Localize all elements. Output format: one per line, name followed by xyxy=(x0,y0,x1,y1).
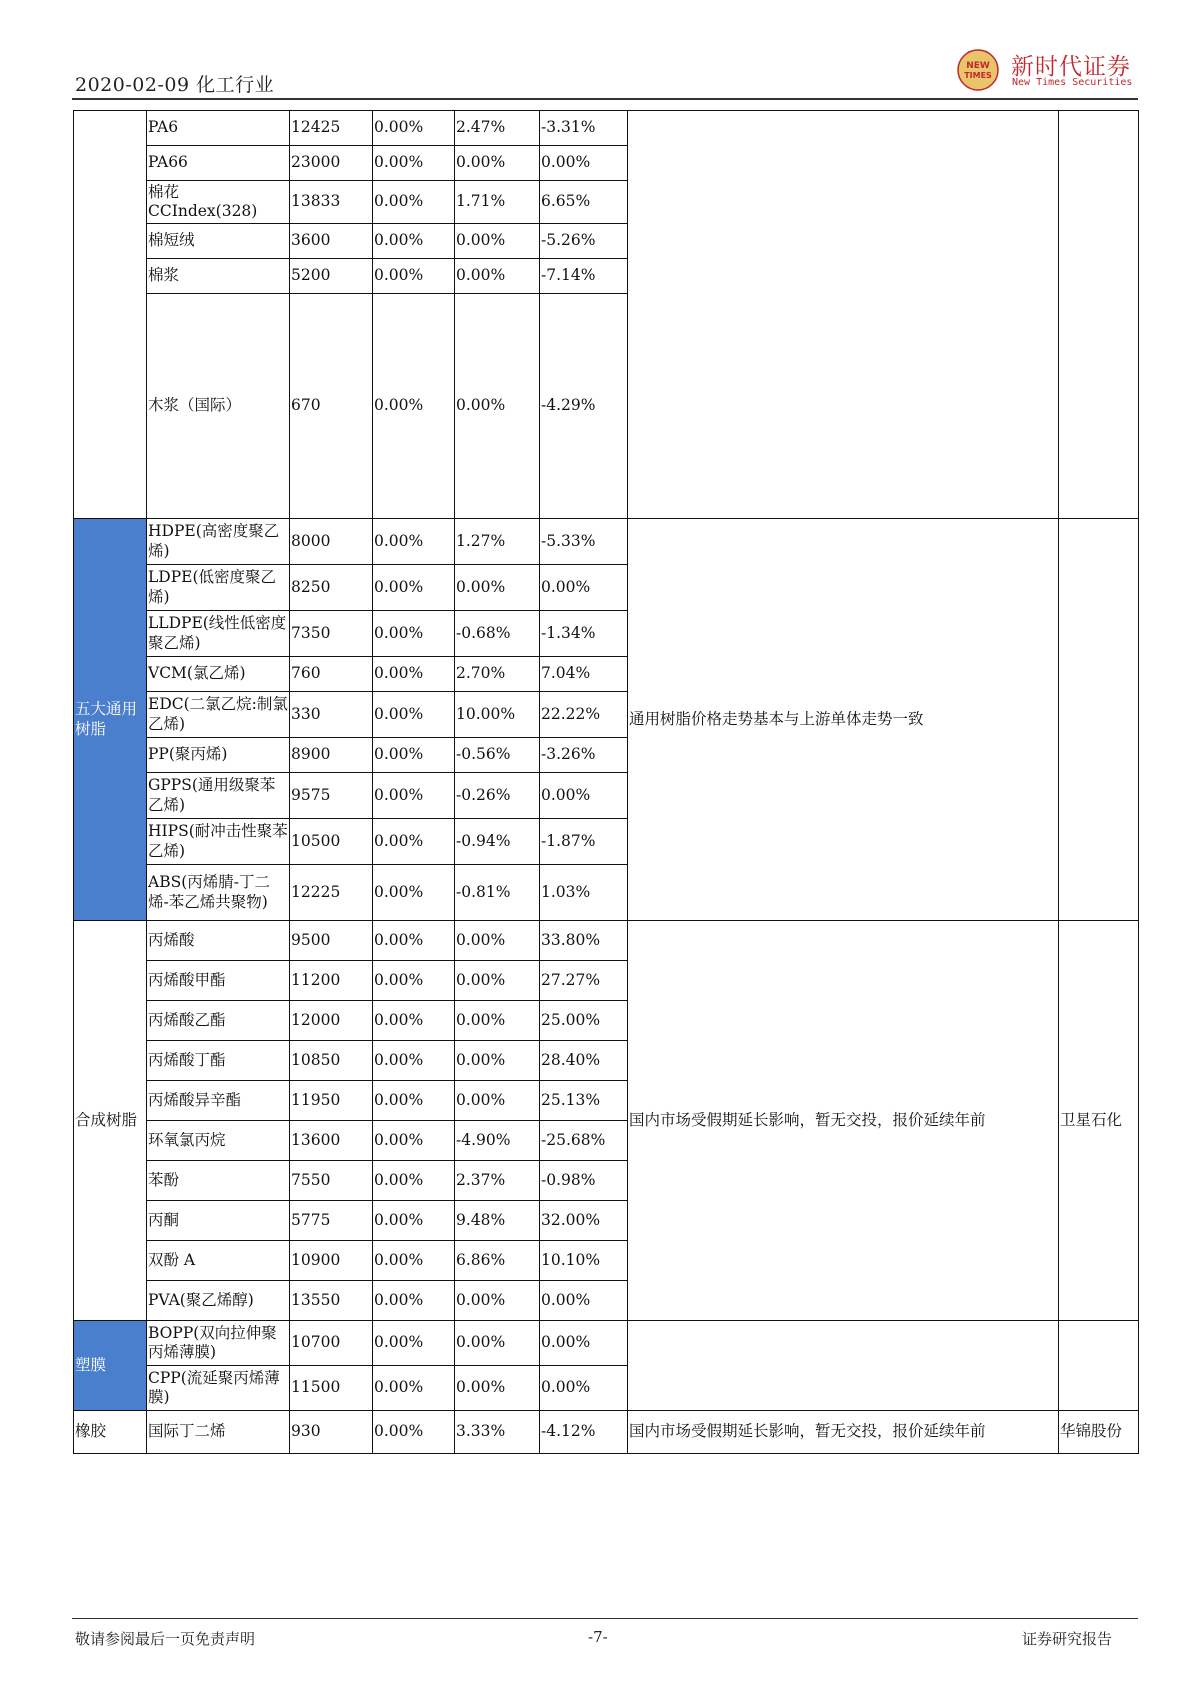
header-rule xyxy=(72,98,1138,100)
price-cell: 9575 xyxy=(290,773,373,819)
change-year-cell: -5.33% xyxy=(540,519,628,565)
product-name-cell: 丙酮 xyxy=(147,1201,290,1241)
change-month-cell: -0.56% xyxy=(455,738,540,773)
change-year-cell: 6.65% xyxy=(540,181,628,224)
change-month-cell: 0.00% xyxy=(455,921,540,961)
price-cell: 12225 xyxy=(290,865,373,921)
change-year-cell: -0.98% xyxy=(540,1161,628,1201)
change-year-cell: 25.00% xyxy=(540,1001,628,1041)
price-cell: 13550 xyxy=(290,1281,373,1321)
change-week-cell: 0.00% xyxy=(373,1281,455,1321)
change-year-cell: -4.12% xyxy=(540,1411,628,1454)
change-year-cell: -1.34% xyxy=(540,611,628,657)
price-cell: 7550 xyxy=(290,1161,373,1201)
change-year-cell: 22.22% xyxy=(540,692,628,738)
price-cell: 11950 xyxy=(290,1081,373,1121)
change-month-cell: -0.94% xyxy=(455,819,540,865)
price-cell: 10900 xyxy=(290,1241,373,1281)
price-cell: 12425 xyxy=(290,111,373,146)
change-month-cell: -0.26% xyxy=(455,773,540,819)
change-week-cell: 0.00% xyxy=(373,111,455,146)
change-year-cell: 0.00% xyxy=(540,773,628,819)
price-cell: 10850 xyxy=(290,1041,373,1081)
price-cell: 9500 xyxy=(290,921,373,961)
change-year-cell: 7.04% xyxy=(540,657,628,692)
table-row xyxy=(74,1411,1139,1454)
svg-text:NEW: NEW xyxy=(966,61,990,71)
change-year-cell: -3.26% xyxy=(540,738,628,773)
change-week-cell: 0.00% xyxy=(373,146,455,181)
change-year-cell: 10.10% xyxy=(540,1241,628,1281)
change-month-cell: 0.00% xyxy=(455,1366,540,1411)
change-week-cell: 0.00% xyxy=(373,1041,455,1081)
change-month-cell: 0.00% xyxy=(455,565,540,611)
product-name-cell: 丙烯酸 xyxy=(147,921,290,961)
change-year-cell: -5.26% xyxy=(540,224,628,259)
change-year-cell: 28.40% xyxy=(540,1041,628,1081)
change-month-cell: 0.00% xyxy=(455,1321,540,1366)
change-month-cell: 0.00% xyxy=(455,1281,540,1321)
product-name-cell: 棉浆 xyxy=(147,259,290,294)
change-year-cell: 0.00% xyxy=(540,1366,628,1411)
change-month-cell: 2.47% xyxy=(455,111,540,146)
price-cell: 930 xyxy=(290,1411,373,1454)
product-name-cell: EDC(二氯乙烷:制氯乙烯) xyxy=(147,692,290,738)
company-logo xyxy=(955,48,1140,94)
product-name-cell: 丙烯酸甲酯 xyxy=(147,961,290,1001)
change-year-cell: -3.31% xyxy=(540,111,628,146)
related-company-cell xyxy=(1059,1321,1139,1411)
product-name-cell: 丙烯酸乙酯 xyxy=(147,1001,290,1041)
change-month-cell: 6.86% xyxy=(455,1241,540,1281)
change-week-cell: 0.00% xyxy=(373,1081,455,1121)
change-year-cell: 0.00% xyxy=(540,146,628,181)
category-cell: 五大通用树脂 xyxy=(74,519,147,921)
change-year-cell: 32.00% xyxy=(540,1201,628,1241)
change-week-cell: 0.00% xyxy=(373,692,455,738)
change-year-cell: 0.00% xyxy=(540,1281,628,1321)
change-week-cell: 0.00% xyxy=(373,1366,455,1411)
change-month-cell: 9.48% xyxy=(455,1201,540,1241)
change-week-cell: 0.00% xyxy=(373,224,455,259)
product-name-cell: 国际丁二烯 xyxy=(147,1411,290,1454)
product-name-cell: 棉花CCIndex(328) xyxy=(147,181,290,224)
product-name-cell: 丙烯酸异辛酯 xyxy=(147,1081,290,1121)
product-name-cell: HDPE(高密度聚乙烯) xyxy=(147,519,290,565)
change-year-cell: 25.13% xyxy=(540,1081,628,1121)
change-month-cell: 0.00% xyxy=(455,1041,540,1081)
category-cell: 合成树脂 xyxy=(74,921,147,1321)
change-month-cell: 2.70% xyxy=(455,657,540,692)
market-note-cell: 通用树脂价格走势基本与上游单体走势一致 xyxy=(628,519,1059,921)
product-name-cell: ABS(丙烯腈-丁二烯-苯乙烯共聚物) xyxy=(147,865,290,921)
price-cell: 10500 xyxy=(290,819,373,865)
product-name-cell: 棉短绒 xyxy=(147,224,290,259)
change-month-cell: 1.27% xyxy=(455,519,540,565)
change-week-cell: 0.00% xyxy=(373,181,455,224)
change-month-cell: -0.81% xyxy=(455,865,540,921)
price-cell: 10700 xyxy=(290,1321,373,1366)
product-name-cell: 木浆（国际） xyxy=(147,294,290,519)
change-year-cell: 33.80% xyxy=(540,921,628,961)
market-note-cell: 国内市场受假期延长影响，暂无交投，报价延续年前 xyxy=(628,921,1059,1321)
change-month-cell: 0.00% xyxy=(455,961,540,1001)
change-year-cell: 27.27% xyxy=(540,961,628,1001)
change-week-cell: 0.00% xyxy=(373,519,455,565)
change-month-cell: 0.00% xyxy=(455,224,540,259)
change-month-cell: 0.00% xyxy=(455,146,540,181)
product-name-cell: CPP(流延聚丙烯薄膜) xyxy=(147,1366,290,1411)
table-row xyxy=(74,519,1139,565)
price-cell: 11200 xyxy=(290,961,373,1001)
footer-rule xyxy=(72,1618,1138,1619)
change-week-cell: 0.00% xyxy=(373,1241,455,1281)
change-week-cell: 0.00% xyxy=(373,611,455,657)
product-name-cell: LDPE(低密度聚乙烯) xyxy=(147,565,290,611)
change-week-cell: 0.00% xyxy=(373,921,455,961)
change-week-cell: 0.00% xyxy=(373,565,455,611)
product-name-cell: 环氧氯丙烷 xyxy=(147,1121,290,1161)
change-week-cell: 0.00% xyxy=(373,259,455,294)
price-cell: 760 xyxy=(290,657,373,692)
product-name-cell: PVA(聚乙烯醇) xyxy=(147,1281,290,1321)
price-cell: 8250 xyxy=(290,565,373,611)
logo-chinese-name: 新时代证券 xyxy=(1011,54,1131,80)
price-cell: 7350 xyxy=(290,611,373,657)
change-week-cell: 0.00% xyxy=(373,961,455,1001)
change-week-cell: 0.00% xyxy=(373,1321,455,1366)
product-name-cell: HIPS(耐冲击性聚苯乙烯) xyxy=(147,819,290,865)
table-row xyxy=(74,921,1139,961)
price-cell: 13600 xyxy=(290,1121,373,1161)
change-month-cell: -4.90% xyxy=(455,1121,540,1161)
related-company-cell xyxy=(1059,519,1139,921)
price-cell: 11500 xyxy=(290,1366,373,1411)
change-week-cell: 0.00% xyxy=(373,1121,455,1161)
product-name-cell: GPPS(通用级聚苯乙烯) xyxy=(147,773,290,819)
price-cell: 23000 xyxy=(290,146,373,181)
product-name-cell: BOPP(双向拉伸聚丙烯薄膜) xyxy=(147,1321,290,1366)
category-cell: 橡胶 xyxy=(74,1411,147,1454)
change-week-cell: 0.00% xyxy=(373,1001,455,1041)
change-month-cell: -0.68% xyxy=(455,611,540,657)
category-cell: 塑膜 xyxy=(74,1321,147,1411)
change-month-cell: 0.00% xyxy=(455,294,540,519)
related-company-cell xyxy=(1059,111,1139,519)
change-month-cell: 1.71% xyxy=(455,181,540,224)
change-year-cell: -25.68% xyxy=(540,1121,628,1161)
table-row xyxy=(74,1321,1139,1366)
change-week-cell: 0.00% xyxy=(373,865,455,921)
change-week-cell: 0.00% xyxy=(373,294,455,519)
change-month-cell: 0.00% xyxy=(455,259,540,294)
footer-disclaimer: 敬请参阅最后一页免责声明 xyxy=(75,1630,256,1648)
price-cell: 12000 xyxy=(290,1001,373,1041)
product-name-cell: LLDPE(线性低密度聚乙烯) xyxy=(147,611,290,657)
market-note-cell xyxy=(628,1321,1059,1411)
change-month-cell: 10.00% xyxy=(455,692,540,738)
price-cell: 8900 xyxy=(290,738,373,773)
market-note-cell: 国内市场受假期延长影响，暂无交投，报价延续年前 xyxy=(628,1411,1059,1454)
price-cell: 330 xyxy=(290,692,373,738)
category-cell xyxy=(74,111,147,519)
price-cell: 3600 xyxy=(290,224,373,259)
change-month-cell: 0.00% xyxy=(455,1081,540,1121)
product-name-cell: PA66 xyxy=(147,146,290,181)
change-year-cell: -4.29% xyxy=(540,294,628,519)
footer-report-type: 证券研究报告 xyxy=(1022,1630,1113,1648)
change-week-cell: 0.00% xyxy=(373,773,455,819)
change-year-cell: 1.03% xyxy=(540,865,628,921)
product-name-cell: 双酚 A xyxy=(147,1241,290,1281)
product-name-cell: PP(聚丙烯) xyxy=(147,738,290,773)
change-year-cell: 0.00% xyxy=(540,1321,628,1366)
change-week-cell: 0.00% xyxy=(373,657,455,692)
logo-english-name: New Times Securities xyxy=(1012,77,1133,88)
change-month-cell: 0.00% xyxy=(455,1001,540,1041)
change-month-cell: 3.33% xyxy=(455,1411,540,1454)
market-note-cell xyxy=(628,111,1059,519)
product-name-cell: VCM(氯乙烯) xyxy=(147,657,290,692)
change-week-cell: 0.00% xyxy=(373,738,455,773)
price-cell: 5775 xyxy=(290,1201,373,1241)
change-year-cell: -7.14% xyxy=(540,259,628,294)
table-row xyxy=(74,111,1139,146)
change-week-cell: 0.00% xyxy=(373,1161,455,1201)
chemical-price-table xyxy=(73,110,1139,1454)
change-month-cell: 2.37% xyxy=(455,1161,540,1201)
related-company-cell: 卫星石化 xyxy=(1059,921,1139,1321)
product-name-cell: PA6 xyxy=(147,111,290,146)
related-company-cell: 华锦股份 xyxy=(1059,1411,1139,1454)
change-week-cell: 0.00% xyxy=(373,1201,455,1241)
page-number: -7- xyxy=(588,1628,608,1646)
logo-mark-icon xyxy=(955,48,1001,92)
change-year-cell: 0.00% xyxy=(540,565,628,611)
product-name-cell: 苯酚 xyxy=(147,1161,290,1201)
price-cell: 13833 xyxy=(290,181,373,224)
change-year-cell: -1.87% xyxy=(540,819,628,865)
price-cell: 5200 xyxy=(290,259,373,294)
price-cell: 8000 xyxy=(290,519,373,565)
svg-text:TIMES: TIMES xyxy=(964,71,992,80)
header-date-industry: 2020-02-09 化工行业 xyxy=(75,74,275,96)
price-cell: 670 xyxy=(290,294,373,519)
change-week-cell: 0.00% xyxy=(373,819,455,865)
change-week-cell: 0.00% xyxy=(373,1411,455,1454)
product-name-cell: 丙烯酸丁酯 xyxy=(147,1041,290,1081)
